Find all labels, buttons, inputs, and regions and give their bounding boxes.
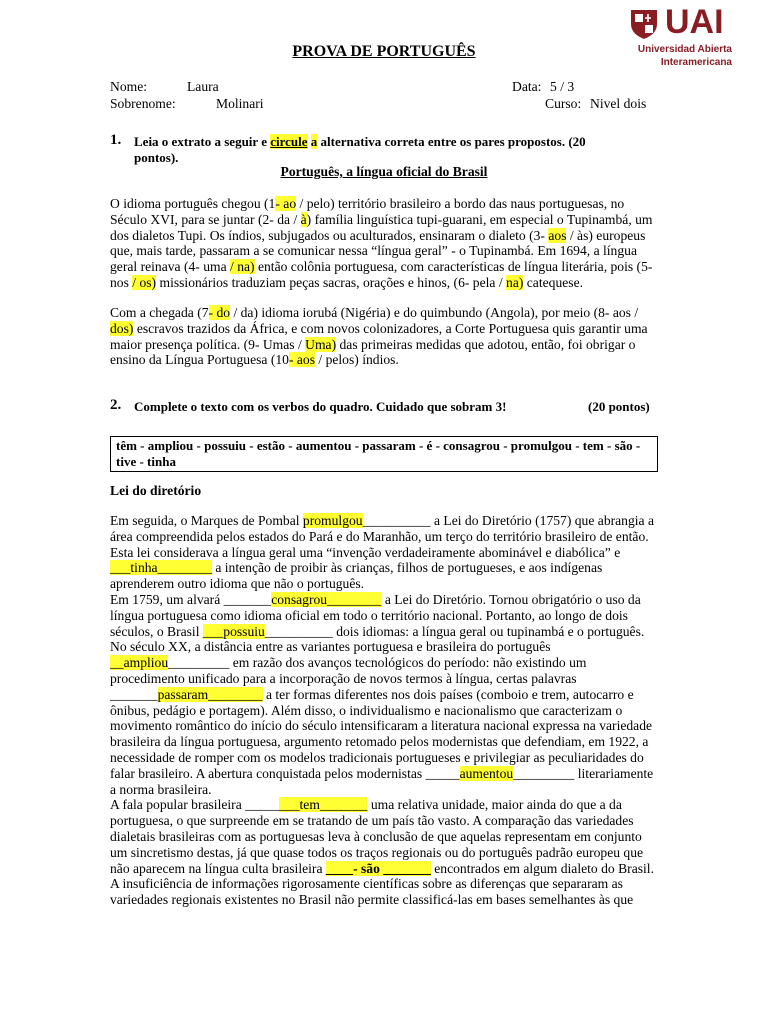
logo-line1: Universidad Abierta bbox=[637, 44, 732, 55]
answer-highlight: passaram________ bbox=[157, 686, 263, 702]
text-run: __________ dois idiomas: a língua geral ou tupinambá e o português. bbox=[264, 623, 645, 639]
answer-highlight: ___tinha________ bbox=[110, 560, 212, 576]
q1-paragraph-2 bbox=[110, 305, 658, 368]
text-run: _________ literariamente a norma brasileira. bbox=[110, 765, 654, 797]
q2-instruction: Complete o texto com os verbos do quadro. Cuidado que sobram 3! bbox=[134, 399, 507, 414]
text-run: Em 1759, um alvará _______ bbox=[110, 591, 272, 607]
text-run: então colônia portuguesa, com características de língua literária, pois (5- nos bbox=[110, 259, 653, 290]
answer-highlight: na) bbox=[506, 274, 524, 290]
text-run: das primeiras medidas que adotou, então, foi obrigar o ensino da Língua Portuguesa (10 bbox=[110, 336, 636, 368]
sobrenome-label: Sobrenome: bbox=[110, 96, 176, 111]
text-run: / às) europeus que, mais tarde, passaram a se comunicar nessa “língua geral” - o Tupinambá. Em 1694, a língua geral reinava (4- uma bbox=[110, 227, 646, 275]
q1-paragraph-1 bbox=[110, 196, 658, 291]
text-run: uma relativa unidade, maior ainda do que a da portuguesa, o que surpreende em se tratando de um país tão vasto. A comparação das variedades dialetais brasileiras com as portuguesas leva à conclusão de que aquelas representam em conjunto um sincretismo destas, já que quase todos os traços regionais ou do português padrão europeu que não aparecem na língua culta brasileira bbox=[110, 797, 644, 876]
q1-a-word: a bbox=[310, 134, 318, 149]
answer-highlight: - aos bbox=[288, 352, 315, 368]
data-value: 5 / 3 bbox=[550, 79, 575, 94]
q1-text-part: alternativa correta entre os pares propostos. (20 bbox=[317, 134, 586, 149]
q2-points: (20 pontos) bbox=[588, 399, 650, 414]
answer-highlight: Uma) bbox=[305, 336, 337, 352]
text-run: a ter formas diferentes nos dois países (comboio e trem, autocarro e ônibus, pedágio e portagem). Além disso, o individualismo e nacionalismo que caracterizam o movimento romântico do início do século intensificaram a literatura nacional expressa na variedade brasileira da língua portuguesa, argumento retomado pelos modernistas que defendiam, em 1922, a necessidade de romper com os modelos tradicionais portugueses e privilegiar as peculiaridades do falar brasileiro. A abertura conquistada pelos modernistas _____ bbox=[110, 686, 653, 781]
sobrenome-value: Molinari bbox=[216, 96, 264, 111]
answer-highlight: __ampliou bbox=[110, 655, 169, 671]
section-title: Lei do diretório bbox=[110, 483, 202, 498]
answer-highlight: ___tem_______ bbox=[279, 797, 368, 813]
text-run: _________ em razão dos avanços tecnológicos do período: não existindo um procedimento unificado para a incorporação de novos termos à língua, certas palavras _______ bbox=[110, 655, 587, 702]
answer-highlight: aos bbox=[548, 227, 567, 243]
answer-highlight: à bbox=[300, 211, 307, 227]
curso-label: Curso: bbox=[545, 96, 582, 111]
q1-circule-word: circule bbox=[270, 134, 308, 149]
logo-line2: Interamericana bbox=[660, 57, 732, 68]
nome-value: Laura bbox=[187, 79, 219, 94]
text-run: __________ a Lei do Diretório (1757) que abrangia a área compreendida pelos estados do Pará e do Maranhão, um terço do território brasileiro de então. Esta lei considerava a língua geral uma “invenção verdadeiramente abominável e diabólica” e bbox=[110, 513, 655, 560]
text-run: missionários traduziam peças sacras, orações e hinos, (6- pela / bbox=[156, 274, 507, 290]
text-run: / pelo) território brasileiro a bordo das naus portuguesas, no Século XVI, para se juntar (2- da / bbox=[110, 196, 625, 227]
q1-text-part: Leia o extrato a seguir e bbox=[134, 134, 271, 149]
text-run: / pelos) índios. bbox=[315, 352, 399, 368]
text-run: encontrados em algum dialeto do Brasil. bbox=[430, 860, 654, 876]
answer-highlight: ___possuiu bbox=[202, 623, 265, 639]
q1-text-part: pontos). bbox=[134, 150, 179, 165]
text-run: Em seguida, o Marques de Pombal bbox=[110, 513, 303, 528]
answer-highlight: - do bbox=[208, 305, 231, 320]
text-run: a Lei do Diretório. Tornou obrigatório o uso da língua portuguesa como idioma oficial em todo o território nacional. Portanto, ao longo de dois séculos, o Brasil bbox=[110, 591, 641, 639]
answer-highlight: dos) bbox=[110, 320, 134, 336]
q1-subtitle: Português, a língua oficial do Brasil bbox=[280, 164, 488, 179]
text-run: No século XX, a distância entre as variantes portuguesa e brasileira do português bbox=[110, 639, 551, 655]
data-label: Data: bbox=[512, 79, 542, 94]
answer-highlight: ____- são _______ bbox=[325, 860, 431, 876]
text-run: escravos trazidos da África, e com novos colonizadores, a Corte Portuguesa quis garantir uma maior presença política. (9- Umas / bbox=[110, 320, 648, 352]
text-run: catequese. bbox=[523, 274, 584, 290]
logo-brand: UAI bbox=[665, 3, 724, 41]
text-run: ) família linguística tupi-guarani, em especial o Tupinambá, um dos dialetos Tupi. Os índios, subjugados ou aculturados, ensinaram o dialeto (3- bbox=[110, 211, 653, 243]
page-title: PROVA DE PORTUGUÊS bbox=[292, 43, 476, 60]
answer-highlight: / os) bbox=[132, 274, 157, 290]
nome-label: Nome: bbox=[110, 79, 147, 94]
q2-number: 2. bbox=[110, 397, 122, 413]
answer-highlight: - ao bbox=[275, 196, 297, 211]
text-run: A fala popular brasileira _____ bbox=[110, 797, 280, 813]
text-run: O idioma português chegou (1 bbox=[110, 196, 276, 211]
text-run: Com a chegada (7 bbox=[110, 305, 209, 320]
answer-highlight: aumentou bbox=[459, 765, 514, 781]
answer-highlight: consagrou________ bbox=[271, 591, 382, 607]
q1-number: 1. bbox=[110, 132, 122, 148]
q1-instruction bbox=[134, 134, 664, 166]
text-run: A insuficiência de informações rigorosamente científicas sobre as diferenças que separaram as variedades regionais existentes no Brasil não permite classificá-las em bases semelhantes às que bbox=[110, 876, 634, 908]
answer-highlight: promulgou bbox=[302, 513, 363, 528]
text-run: / da) idioma iorubá (Nigéria) e do quimbundo (Angola), por meio (8- aos / bbox=[230, 305, 639, 320]
q2-body bbox=[110, 513, 658, 908]
verb-word-box: têm - ampliou - possuiu - estão - aumentou - passaram - é - consagrou - promulgou - tem - são - tive - tinha bbox=[110, 436, 658, 472]
text-run: a intenção de proibir às crianças, filhos de portugueses, e aos indígenas aprenderem outro idioma que não o português. bbox=[110, 560, 603, 592]
curso-value: Nivel dois bbox=[590, 96, 647, 111]
shield-icon bbox=[629, 8, 659, 40]
answer-highlight: / na) bbox=[230, 259, 255, 275]
